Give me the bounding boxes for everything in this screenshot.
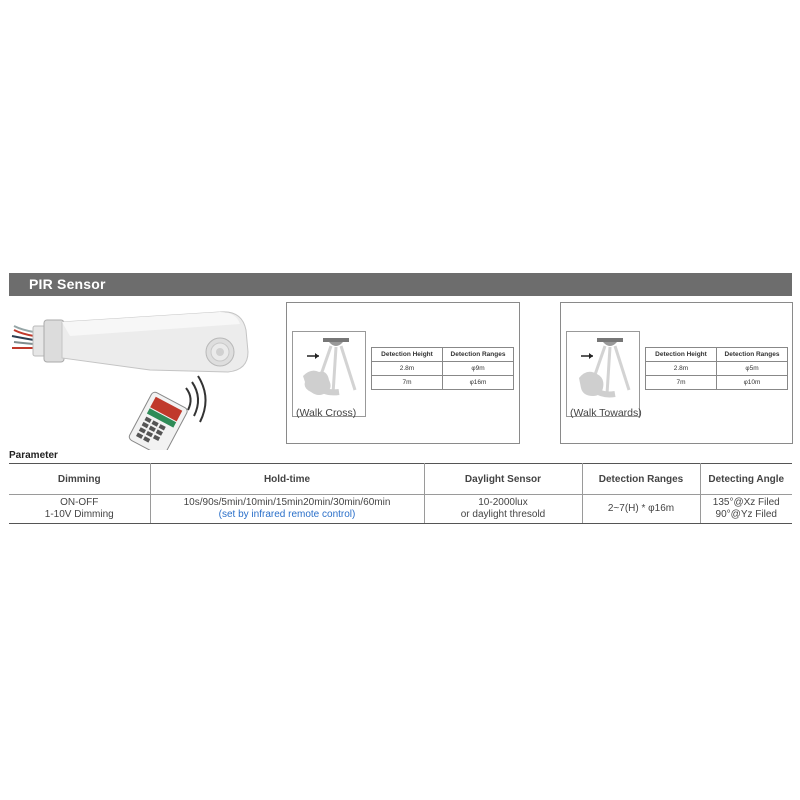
- walk-cross-table: [371, 347, 514, 390]
- parameter-table: [9, 463, 792, 524]
- walk-cross-caption: (Walk Cross): [296, 407, 357, 419]
- table-cell: φ16m: [443, 376, 514, 390]
- column-header: Detection Height: [646, 348, 717, 362]
- table-cell: φ9m: [443, 362, 514, 376]
- remote-control-graphic: [128, 391, 189, 450]
- product-image: [0, 300, 270, 450]
- dimming-cell: [9, 495, 150, 524]
- dimming-line: 1-10V Dimming: [44, 509, 114, 520]
- dimming-line: ON-OFF: [60, 497, 99, 508]
- column-header: Detection Ranges: [443, 348, 514, 362]
- angle-line: 90°@Yz Filed: [715, 509, 777, 520]
- walk-towards-table: [645, 347, 788, 390]
- detecting-angle-cell: [700, 495, 792, 524]
- daylight-sensor-cell: [424, 495, 582, 524]
- walk-towards-scene-image: [566, 331, 640, 417]
- table-row: [646, 376, 788, 390]
- table-row: [372, 376, 514, 390]
- column-header-daylight-sensor: Daylight Sensor: [424, 464, 582, 495]
- walk-cross-diagram: [286, 302, 520, 444]
- section-header-bar: [9, 273, 792, 296]
- table-cell: φ10m: [717, 376, 788, 390]
- column-header-dimming: Dimming: [9, 464, 150, 495]
- column-header: Detection Height: [372, 348, 443, 362]
- table-cell: 2.8m: [646, 362, 717, 376]
- walk-cross-scene-image: [292, 331, 366, 417]
- parameter-label: Parameter: [9, 450, 58, 461]
- daylight-line: 10-2000lux: [478, 497, 528, 508]
- column-header-hold-time: Hold-time: [150, 464, 424, 495]
- angle-line: 135°@Xz Filed: [712, 497, 780, 508]
- table-cell: 7m: [372, 376, 443, 390]
- hold-time-note: (set by infrared remote control): [218, 509, 356, 520]
- column-header: Detection Ranges: [717, 348, 788, 362]
- hold-time-values: 10s/90s/5min/10min/15min20min/30min/60min: [183, 497, 391, 508]
- walk-towards-diagram: [560, 302, 793, 444]
- wires-graphic: [12, 326, 34, 348]
- column-header-detecting-angle: Detecting Angle: [700, 464, 792, 495]
- detection-ranges-cell: 2~7(H) * φ16m: [582, 495, 700, 524]
- table-cell: 7m: [646, 376, 717, 390]
- table-cell: φ5m: [717, 362, 788, 376]
- section-title: PIR Sensor: [29, 276, 106, 292]
- hold-time-cell: [150, 495, 424, 524]
- walk-towards-caption: (Walk Towards): [570, 407, 642, 419]
- table-row: [646, 362, 788, 376]
- column-header-detection-ranges: Detection Ranges: [582, 464, 700, 495]
- table-cell: 2.8m: [372, 362, 443, 376]
- table-row: [372, 362, 514, 376]
- daylight-line: or daylight thresold: [460, 509, 546, 520]
- table-row: [9, 495, 792, 524]
